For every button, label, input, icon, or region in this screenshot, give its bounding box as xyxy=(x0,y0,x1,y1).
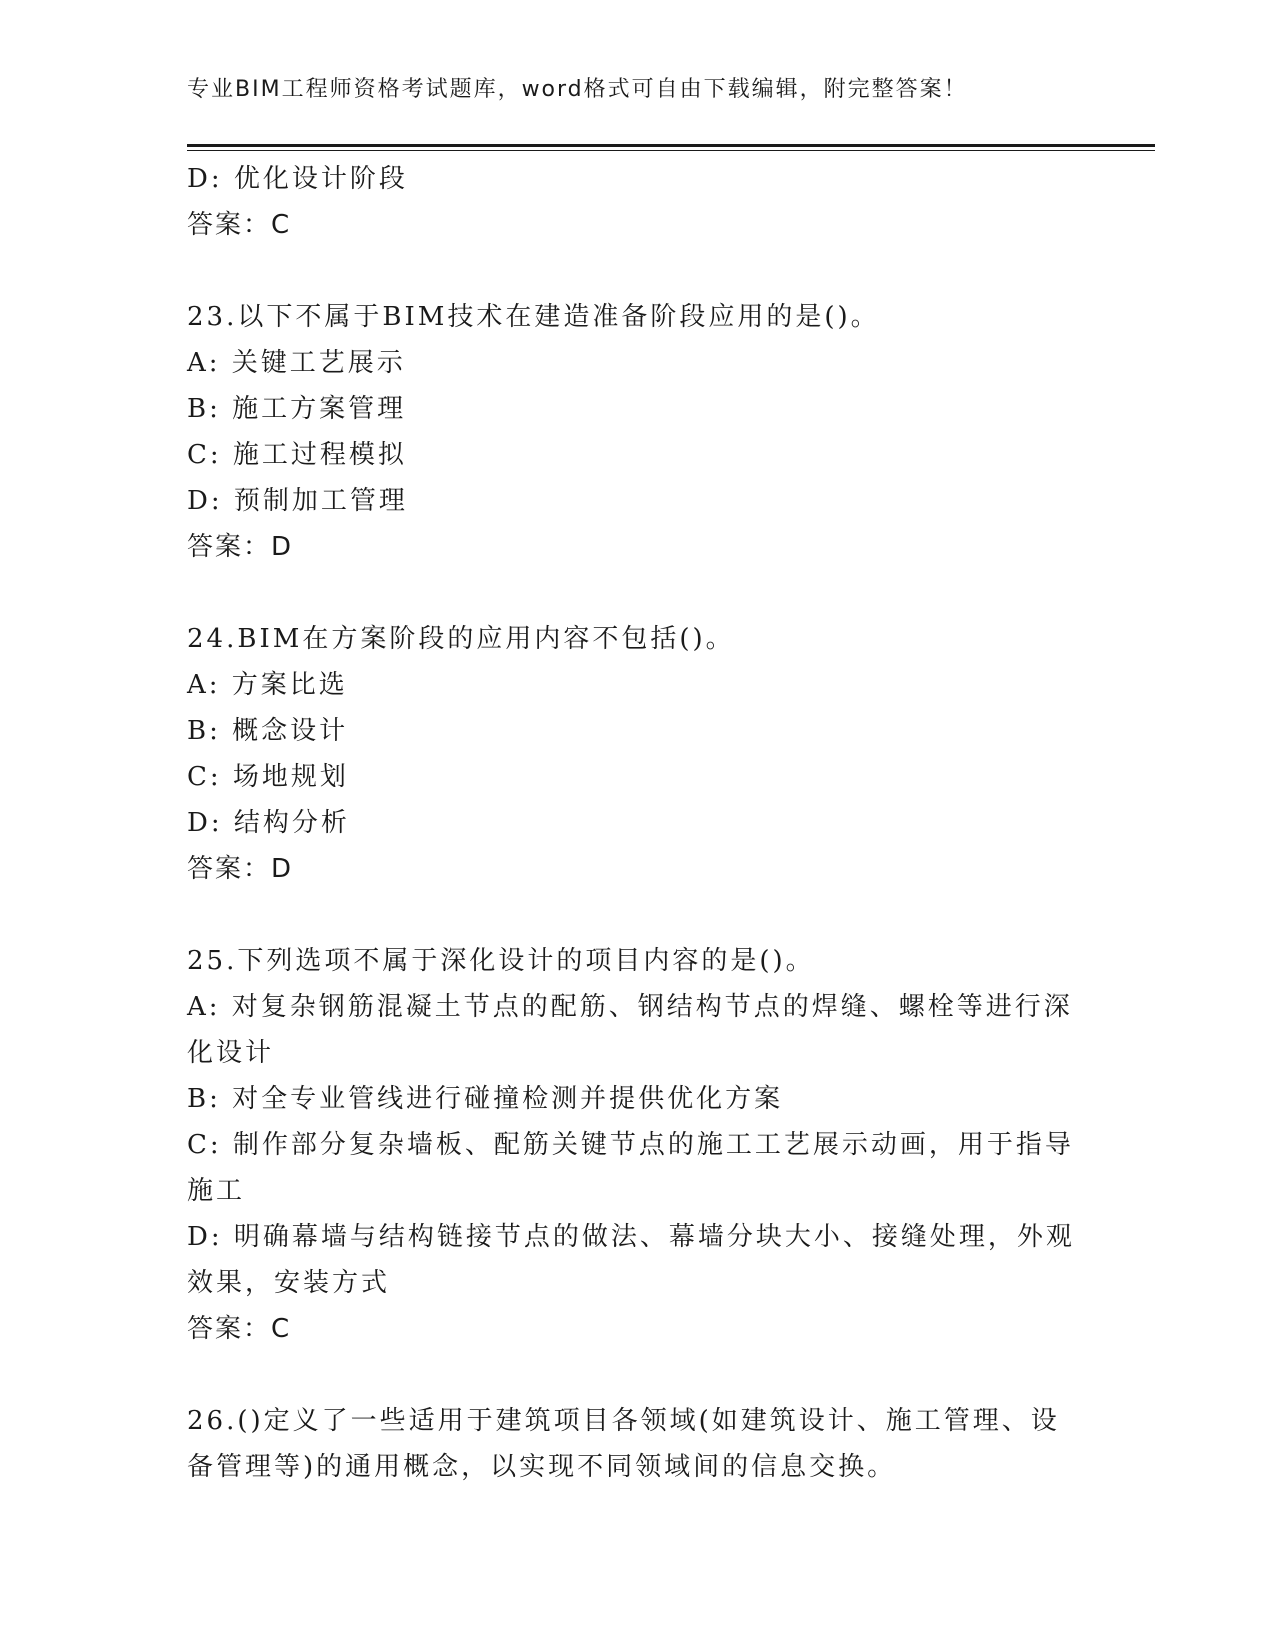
spacer xyxy=(187,1352,1087,1398)
question-24: 24.BIM在方案阶段的应用内容不包括()。 xyxy=(187,624,735,654)
answer: 答案：C xyxy=(187,1314,292,1344)
question-26: 26.()定义了一些适用于建筑项目各领域(如建筑设计、施工管理、设备管理等)的通用概念，以实现不同领域间的信息交换。 xyxy=(187,1406,1060,1482)
option-b: B: 对全专业管线进行碰撞检测并提供优化方案 xyxy=(187,1084,784,1114)
option-a: A: 对复杂钢筋混凝土节点的配筋、钢结构节点的焊缝、螺栓等进行深化设计 xyxy=(187,992,1073,1068)
header-divider-thin xyxy=(187,150,1155,151)
option-a: A: 方案比选 xyxy=(187,670,348,700)
option-b: B: 施工方案管理 xyxy=(187,394,407,424)
answer: 答案：D xyxy=(187,532,294,562)
answer: 答案：C xyxy=(187,210,292,240)
question-23: 23.以下不属于BIM技术在建造准备阶段应用的是()。 xyxy=(187,302,880,332)
question-25: 25.下列选项不属于深化设计的项目内容的是()。 xyxy=(187,946,815,976)
answer: 答案：D xyxy=(187,854,294,884)
option-a: A: 关键工艺展示 xyxy=(187,348,406,378)
spacer xyxy=(187,892,1087,938)
option-b: B: 概念设计 xyxy=(187,716,349,746)
question-content xyxy=(187,156,1087,1490)
option-d: D: 明确幕墙与结构链接节点的做法、幕墙分块大小、接缝处理，外观效果，安装方式 xyxy=(187,1222,1075,1298)
spacer xyxy=(187,248,1087,294)
option-d: D: 优化设计阶段 xyxy=(187,164,408,194)
page-header: 专业BIM工程师资格考试题库，word格式可自由下载编辑，附完整答案！ xyxy=(187,77,968,102)
option-c: C: 场地规划 xyxy=(187,762,349,792)
option-c: C: 制作部分复杂墙板、配筋关键节点的施工工艺展示动画，用于指导施工 xyxy=(187,1130,1074,1206)
option-c: C: 施工过程模拟 xyxy=(187,440,407,470)
option-d: D: 预制加工管理 xyxy=(187,486,408,516)
spacer xyxy=(187,570,1087,616)
header-divider-thick xyxy=(187,144,1155,147)
option-d: D: 结构分析 xyxy=(187,808,350,838)
